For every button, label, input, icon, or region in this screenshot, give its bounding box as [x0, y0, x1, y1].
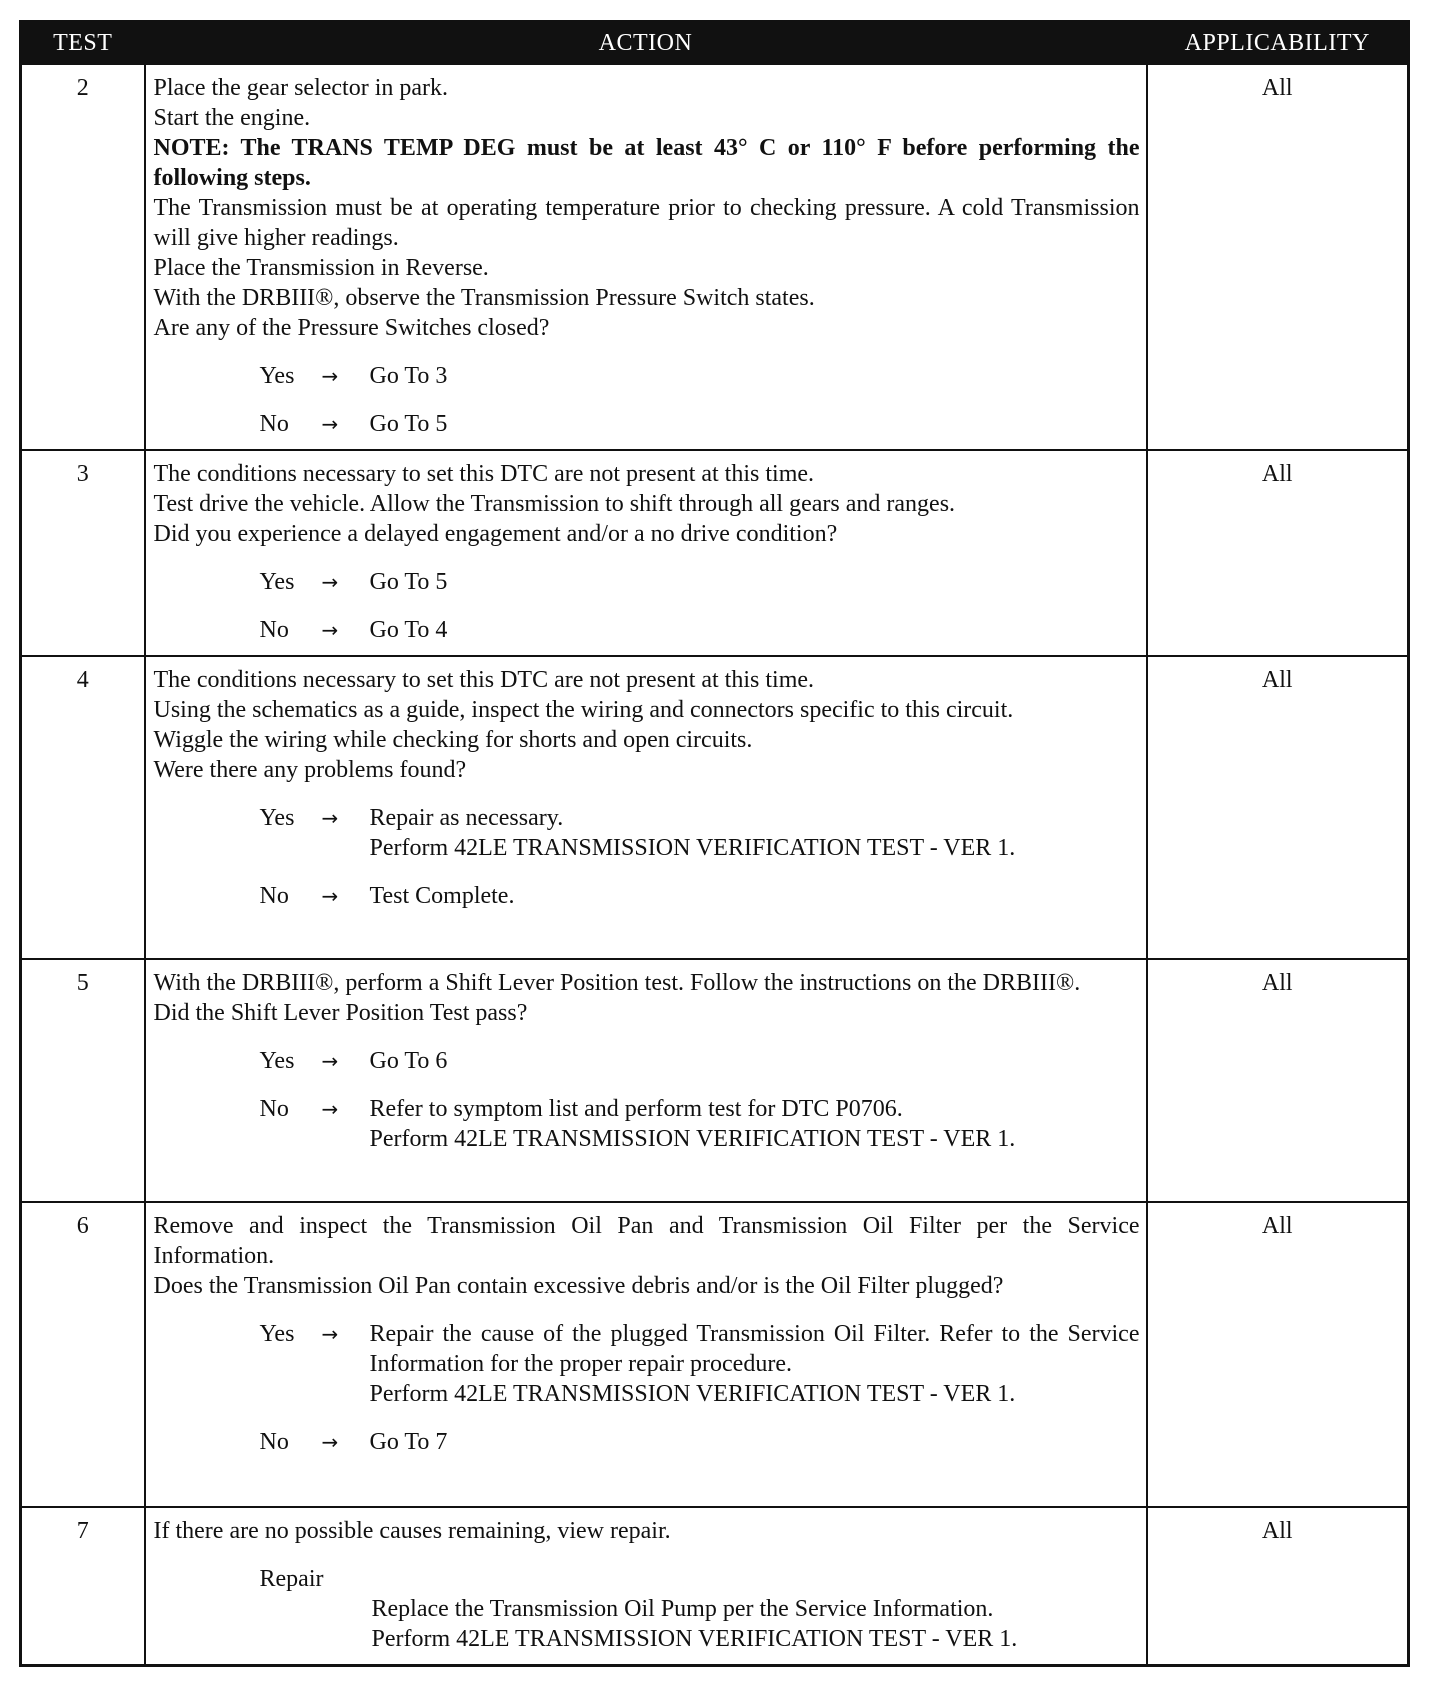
action-note: NOTE: The TRANS TEMP DEG must be at least 43° C or 110° F before performing the following steps. [153, 135, 1140, 191]
action-cell [145, 64, 1147, 450]
no-label: No [259, 1096, 289, 1122]
no-label: No [259, 1429, 289, 1455]
action-line: Place the Transmission in Reverse. [153, 255, 489, 281]
applicability-value: All [1147, 959, 1409, 1202]
no-branch [260, 1427, 1140, 1457]
arrow-icon: → [321, 1049, 339, 1073]
header-applicability: APPLICABILITY [1147, 22, 1409, 65]
arrow-icon: → [321, 884, 339, 908]
yes-label: Yes [259, 363, 295, 389]
action-line: Test drive the vehicle. Allow the Transmission to shift through all gears and ranges. [153, 491, 956, 517]
arrow-icon: → [321, 364, 339, 388]
table-row [21, 450, 1409, 656]
action-cell [145, 450, 1147, 656]
applicability-value: All [1147, 1202, 1409, 1507]
branch-result-line: Perform 42LE TRANSMISSION VERIFICATION TEST - VER 1. [369, 835, 1016, 861]
applicability-value: All [1147, 656, 1409, 959]
no-label: No [259, 617, 289, 643]
branch-result: Test Complete. [369, 883, 515, 909]
yes-branch [260, 803, 1140, 863]
action-cell [145, 656, 1147, 959]
branch-result [370, 1319, 1140, 1409]
action-line: Did you experience a delayed engagement and/or a no drive condition? [153, 521, 838, 547]
branch-result-line: Perform 42LE TRANSMISSION VERIFICATION TEST - VER 1. [369, 1126, 1016, 1152]
repair-label: Repair [259, 1566, 324, 1592]
yes-branch [260, 1319, 1140, 1409]
yes-branch [260, 567, 1140, 597]
arrow-icon: → [321, 806, 339, 830]
action-line: Does the Transmission Oil Pan contain excessive debris and/or is the Oil Filter plugged? [153, 1273, 1004, 1299]
diagnostic-test-table [19, 20, 1410, 1667]
test-number: 2 [21, 64, 145, 450]
table-row [21, 1202, 1409, 1507]
branch-result-line: Refer to symptom list and perform test for DTC P0706. [369, 1096, 903, 1122]
applicability-value: All [1147, 450, 1409, 656]
action-cell [145, 959, 1147, 1202]
repair-line: Replace the Transmission Oil Pump per the Service Information. [371, 1596, 994, 1622]
yes-label: Yes [259, 805, 295, 831]
branch-result-line: Repair as necessary. [369, 805, 564, 831]
test-number: 3 [21, 450, 145, 656]
branch-result: Go To 4 [369, 617, 448, 643]
test-number: 7 [21, 1507, 145, 1666]
branch-result: Go To 5 [369, 411, 448, 437]
action-line: Start the engine. [153, 105, 311, 131]
branch-result-line: Repair the cause of the plugged Transmission Oil Filter. Refer to the Service Information for the proper repair procedure. [369, 1321, 1140, 1377]
arrow-icon: → [321, 570, 339, 594]
test-number: 4 [21, 656, 145, 959]
table-header-row [21, 22, 1409, 65]
branch-result: Go To 7 [369, 1429, 448, 1455]
action-line: With the DRBIII®, observe the Transmission Pressure Switch states. [153, 285, 815, 311]
no-branch [260, 1094, 1140, 1154]
yes-branch [260, 1046, 1140, 1076]
yes-label: Yes [259, 1321, 295, 1347]
table-row [21, 64, 1409, 450]
no-branch [260, 409, 1140, 439]
branch-result: Go To 6 [369, 1048, 448, 1074]
table-row [21, 959, 1409, 1202]
action-line: If there are no possible causes remaining, view repair. [153, 1518, 671, 1544]
arrow-icon: → [321, 412, 339, 436]
yes-label: Yes [259, 1048, 295, 1074]
branch-result: Go To 5 [369, 569, 448, 595]
arrow-icon: → [321, 1097, 339, 1121]
applicability-value: All [1147, 1507, 1409, 1666]
table-row [21, 1507, 1409, 1666]
branch-result [370, 803, 1140, 863]
action-line: The conditions necessary to set this DTC are not present at this time. [153, 667, 815, 693]
action-line: Remove and inspect the Transmission Oil Pan and Transmission Oil Filter per the Service Information. [153, 1213, 1140, 1269]
no-label: No [259, 883, 289, 909]
yes-branch [260, 361, 1140, 391]
no-branch [260, 881, 1140, 911]
applicability-value: All [1147, 64, 1409, 450]
branch-result-line: Perform 42LE TRANSMISSION VERIFICATION TEST - VER 1. [369, 1381, 1016, 1407]
arrow-icon: → [321, 1430, 339, 1454]
action-line: Were there any problems found? [153, 757, 467, 783]
test-number: 5 [21, 959, 145, 1202]
repair-line: Perform 42LE TRANSMISSION VERIFICATION TEST - VER 1. [371, 1626, 1018, 1652]
action-line: Wiggle the wiring while checking for shorts and open circuits. [153, 727, 753, 753]
action-line: With the DRBIII®, perform a Shift Lever Position test. Follow the instructions on the DRBIII®. [153, 970, 1081, 996]
table-row [21, 656, 1409, 959]
branch-result [370, 1094, 1140, 1154]
test-number: 6 [21, 1202, 145, 1507]
arrow-icon: → [321, 1322, 339, 1346]
yes-label: Yes [259, 569, 295, 595]
action-line: Are any of the Pressure Switches closed? [153, 315, 550, 341]
header-test: TEST [21, 22, 145, 65]
action-line: Using the schematics as a guide, inspect the wiring and connectors specific to this circuit. [153, 697, 1014, 723]
action-cell [145, 1202, 1147, 1507]
action-line: Did the Shift Lever Position Test pass? [153, 1000, 528, 1026]
action-cell [145, 1507, 1147, 1666]
arrow-icon: → [321, 618, 339, 642]
branch-result: Go To 3 [369, 363, 448, 389]
action-line: The Transmission must be at operating temperature prior to checking pressure. A cold Transmission will give higher readings. [153, 195, 1140, 251]
header-action: ACTION [145, 22, 1147, 65]
action-line: Place the gear selector in park. [153, 75, 449, 101]
no-branch [260, 615, 1140, 645]
action-line: The conditions necessary to set this DTC are not present at this time. [153, 461, 815, 487]
no-label: No [259, 411, 289, 437]
